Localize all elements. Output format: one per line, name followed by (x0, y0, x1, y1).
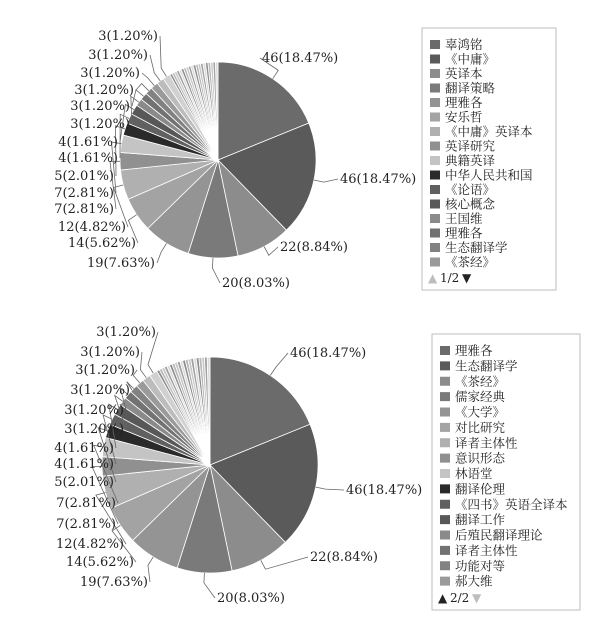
legend-swatch (440, 546, 450, 555)
legend-swatch (430, 142, 440, 151)
data-label: 7(2.81%) (54, 186, 114, 201)
leader-line (261, 557, 308, 569)
legend-item[interactable]: 林语堂 (455, 466, 493, 481)
legend-swatch (440, 423, 450, 432)
data-label: 3(1.20%) (98, 29, 158, 44)
data-label: 46(18.47%) (346, 483, 423, 498)
data-label: 3(1.20%) (80, 66, 140, 81)
legend-swatch (430, 113, 440, 122)
legend-swatch (440, 377, 450, 386)
data-label: 3(1.20%) (74, 83, 134, 98)
legend-item[interactable]: 后殖民翻译理论 (455, 527, 543, 543)
legend-item[interactable]: 理雅各 (445, 225, 483, 241)
legend-swatch (440, 346, 450, 355)
data-label: 3(1.20%) (64, 422, 124, 437)
data-label: 7(2.81%) (56, 517, 116, 532)
legend-item[interactable]: 翻译策略 (445, 80, 496, 96)
legend-swatch (440, 500, 450, 509)
data-label: 46(18.47%) (290, 346, 367, 361)
leader-line (150, 55, 160, 81)
pie-chart-2 (54, 325, 422, 606)
legend-prev-button[interactable]: ▲ (428, 271, 438, 285)
data-label: 3(1.20%) (70, 99, 130, 114)
data-label: 3(1.20%) (96, 325, 156, 340)
legend-item[interactable]: 译者主体性 (455, 542, 518, 558)
legend-item[interactable]: 英译研究 (445, 138, 496, 154)
legend-item[interactable]: 中华人民共和国 (445, 167, 533, 183)
data-label: 4(1.61%) (58, 151, 118, 166)
data-label: 19(7.63%) (87, 256, 155, 271)
legend-item[interactable]: 《茶经》 (445, 254, 496, 270)
legend-swatch (440, 392, 450, 401)
data-label: 12(4.82%) (56, 537, 124, 552)
legend-item[interactable]: 生态翻译学 (445, 240, 508, 255)
legend-item[interactable]: 《论语》 (445, 182, 496, 197)
legend-swatch (430, 243, 440, 252)
leader-line (212, 258, 220, 283)
data-label: 22(8.84%) (280, 240, 348, 255)
leader-line (316, 487, 344, 490)
legend-swatch (430, 200, 440, 209)
legend-item[interactable]: 翻译工作 (455, 512, 506, 528)
leader-line (136, 84, 149, 91)
legend-item[interactable]: 《大学》 (455, 404, 506, 420)
legend-item[interactable]: 《中庸》英译本 (445, 124, 533, 139)
data-label: 3(1.20%) (75, 363, 135, 378)
legend-next-button[interactable]: ▼ (472, 591, 482, 605)
data-label: 3(1.20%) (64, 403, 124, 418)
legend-item[interactable]: 生态翻译学 (455, 358, 518, 374)
leader-line (160, 36, 167, 77)
legend-swatch (430, 127, 440, 136)
legend-2 (432, 334, 580, 610)
legend-item[interactable]: 《茶经》 (455, 373, 506, 389)
legend-swatch (440, 577, 450, 586)
legend-swatch (430, 98, 440, 107)
legend-swatch (440, 408, 450, 417)
data-label: 7(2.81%) (56, 496, 116, 511)
legend-item[interactable]: 典籍英译 (445, 153, 496, 168)
data-label: 7(2.81%) (54, 202, 114, 217)
data-label: 5(2.01%) (54, 169, 114, 184)
leader-line (314, 179, 338, 182)
legend-page-indicator: 1/2 (440, 271, 460, 285)
data-label: 3(1.20%) (88, 48, 148, 63)
leader-line (204, 573, 215, 598)
legend-item[interactable]: 对比研究 (455, 419, 506, 435)
legend-prev-button[interactable]: ▲ (438, 591, 448, 605)
legend-swatch (430, 229, 440, 238)
data-label: 12(4.82%) (58, 220, 126, 235)
legend-swatch (430, 40, 440, 49)
legend-swatch (430, 185, 440, 194)
legend-swatch (430, 69, 440, 78)
legend-item[interactable]: 翻译伦理 (455, 481, 506, 497)
legend-swatch (430, 84, 440, 93)
legend-swatch (430, 171, 440, 180)
legend-item[interactable]: 儒家经典 (455, 389, 506, 405)
legend-item[interactable]: 意识形态 (455, 450, 506, 466)
legend-item[interactable]: 功能对等 (455, 558, 506, 574)
legend-item[interactable]: 英译本 (445, 66, 483, 81)
legend-page-indicator: 2/2 (450, 591, 470, 605)
leader-line (157, 243, 167, 263)
legend-swatch (430, 55, 440, 64)
data-label: 5(2.01%) (54, 475, 114, 490)
legend-swatch (430, 258, 440, 267)
legend-next-button[interactable]: ▼ (462, 271, 472, 285)
data-label: 46(18.47%) (340, 172, 417, 187)
legend-swatch (430, 156, 440, 165)
legend-item[interactable]: 译者主体性 (455, 435, 518, 451)
data-label: 3(1.20%) (70, 383, 130, 398)
legend-swatch (440, 469, 450, 478)
legend-swatch (440, 454, 450, 463)
leader-line (264, 247, 278, 256)
legend-swatch (440, 484, 450, 493)
leader-line (140, 352, 146, 378)
legend-1 (422, 28, 556, 290)
legend-swatch (440, 361, 450, 370)
legend-item[interactable]: 王国维 (445, 211, 483, 226)
data-label: 19(7.63%) (80, 575, 148, 590)
legend-item[interactable]: 核心概念 (445, 196, 496, 212)
data-label: 22(8.84%) (310, 550, 378, 565)
legend-item[interactable]: 《四书》英语全译本 (455, 496, 568, 512)
data-label: 20(8.03%) (217, 591, 285, 606)
legend-item[interactable]: 郝大维 (455, 573, 493, 589)
leader-line (148, 557, 153, 582)
legend-item[interactable]: 安乐哲 (445, 109, 483, 125)
legend-swatch (430, 214, 440, 223)
leader-line (142, 73, 154, 86)
legend-swatch (440, 438, 450, 447)
pie-chart-1 (54, 29, 416, 291)
data-label: 14(5.62%) (68, 236, 136, 251)
legend-item[interactable]: 《中庸》 (445, 51, 496, 67)
data-label: 3(1.20%) (70, 117, 130, 132)
data-label: 4(1.61%) (54, 441, 114, 456)
legend-item[interactable]: 理雅各 (455, 343, 493, 358)
legend-item[interactable]: 理雅各 (445, 95, 483, 110)
data-label: 3(1.20%) (80, 345, 140, 360)
legend-swatch (440, 561, 450, 570)
legend-swatch (440, 515, 450, 524)
legend-item[interactable]: 辜鸿铭 (445, 37, 483, 52)
data-label: 46(18.47%) (262, 51, 339, 66)
data-label: 4(1.61%) (58, 135, 118, 150)
data-label: 4(1.61%) (54, 457, 114, 472)
data-label: 20(8.03%) (222, 276, 290, 291)
legend-swatch (440, 531, 450, 540)
leader-line (270, 353, 288, 375)
data-label: 14(5.62%) (66, 555, 134, 570)
